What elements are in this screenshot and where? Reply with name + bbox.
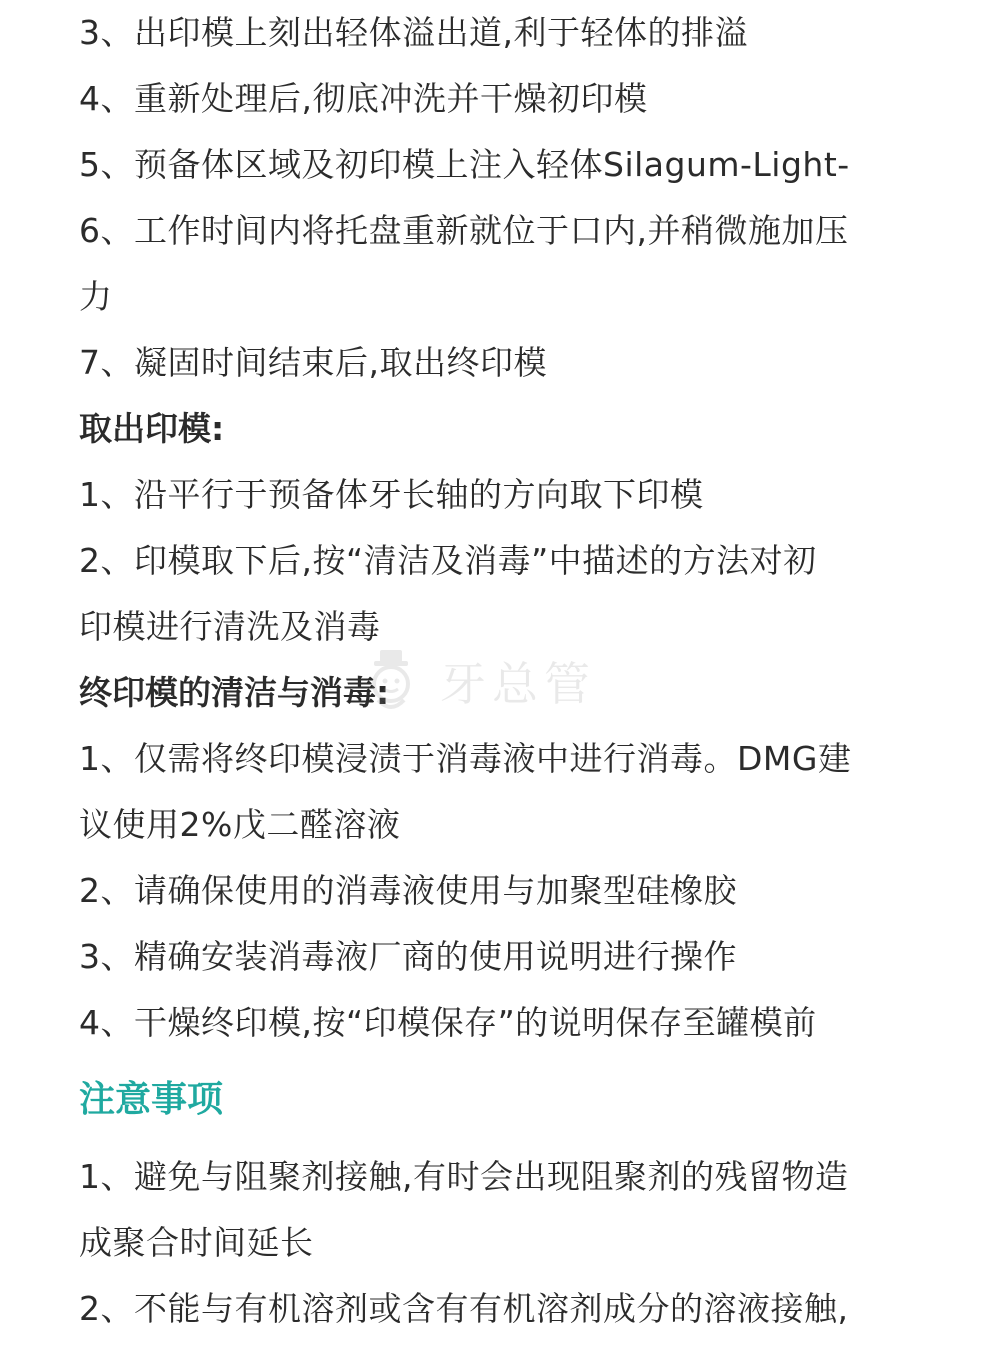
remove-impression-heading: 取出印模: (79, 409, 225, 448)
remove-impression-section (79, 396, 919, 660)
cleaning-section (79, 660, 919, 1056)
watermark-text: 牙总管 (440, 657, 596, 711)
notes-title: 注意事项 (79, 1079, 224, 1120)
cleaning-line: 3、精确安装消毒液厂商的使用说明进行操作 (79, 937, 737, 976)
remove-line: 1、沿平行于预备体牙长轴的方向取下印模 (79, 475, 704, 514)
steps-list (79, 0, 919, 396)
cleaning-line: 议使用2%戊二醛溶液 (79, 805, 401, 844)
notes-section (79, 1078, 919, 1342)
step-line: 力 (79, 277, 113, 316)
step-line: 5、预备体区域及初印模上注入轻体Silagum-Light- (79, 145, 850, 184)
document-body (79, 0, 919, 1342)
notes-line: 成聚合时间延长 (79, 1223, 314, 1262)
cleaning-heading: 终印模的清洁与消毒: (79, 673, 390, 712)
notes-line: 1、避免与阻聚剂接触,有时会出现阻聚剂的残留物造 (79, 1157, 849, 1196)
remove-line: 印模进行清洗及消毒 (79, 607, 381, 646)
step-line: 4、重新处理后,彻底冲洗并干燥初印模 (79, 79, 648, 118)
cleaning-line: 1、仅需将终印模浸渍于消毒液中进行消毒。DMG建 (79, 739, 852, 778)
remove-line: 2、印模取下后,按“清洁及消毒”中描述的方法对初 (79, 541, 817, 580)
cleaning-line: 2、请确保使用的消毒液使用与加聚型硅橡胶 (79, 871, 737, 910)
step-line: 6、工作时间内将托盘重新就位于口内,并稍微施加压 (79, 211, 849, 250)
cleaning-line: 4、干燥终印模,按“印模保存”的说明保存至罐模前 (79, 1003, 817, 1042)
step-line: 7、凝固时间结束后,取出终印模 (79, 343, 547, 382)
step-line: 3、出印模上刻出轻体溢出道,利于轻体的排溢 (79, 13, 748, 52)
notes-line: 2、不能与有机溶剂或含有有机溶剂成分的溶液接触, (79, 1289, 849, 1328)
